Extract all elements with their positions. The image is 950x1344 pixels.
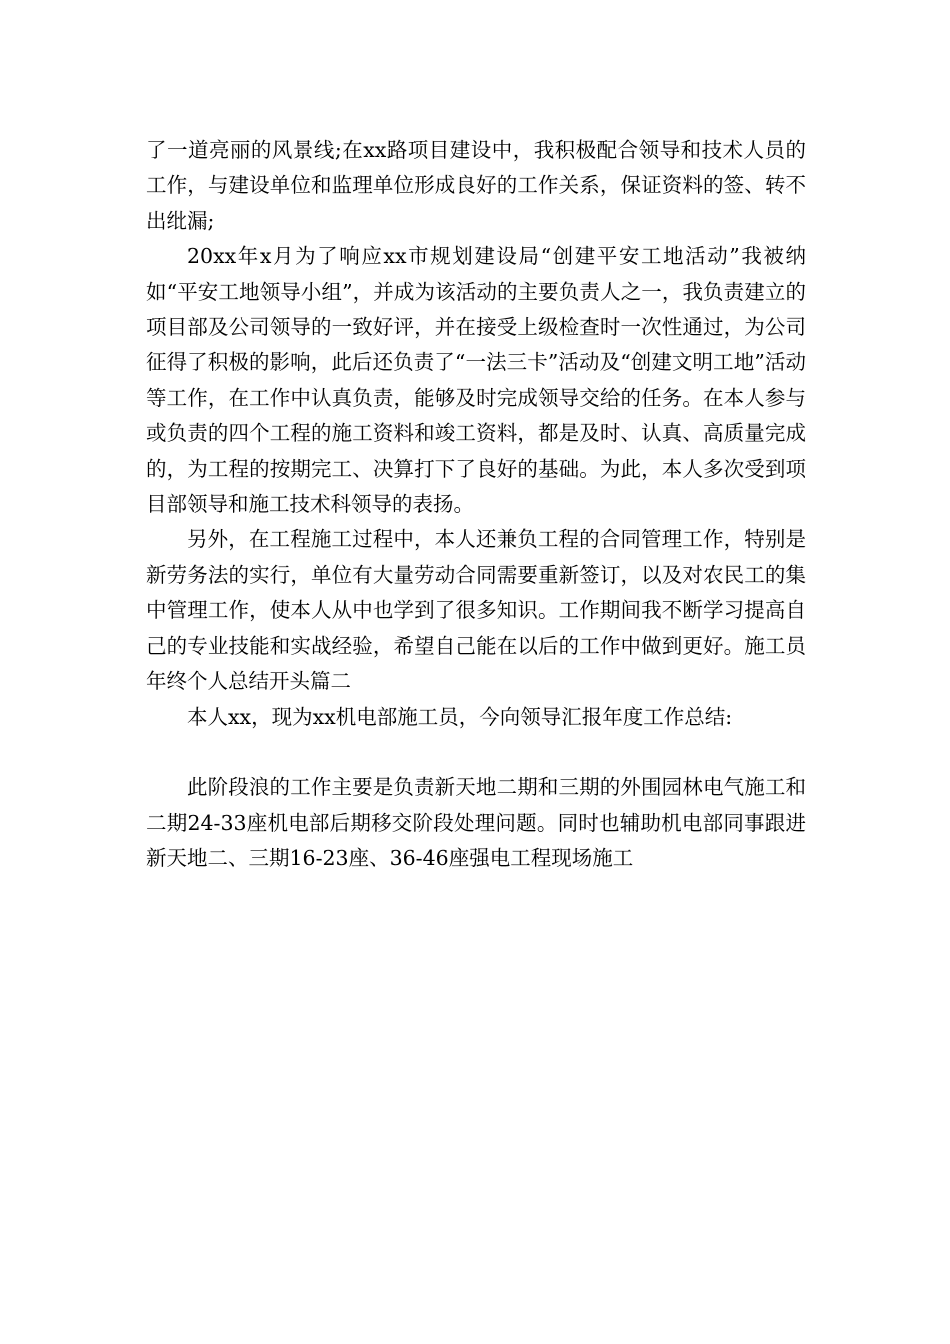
paragraph-work-duties: 此阶段浪的工作主要是负责新天地二期和三期的外围园林电气施工和二期24-33座机电部后期移交阶段处理问题。同时也辅助机电部同事跟进新天地二、三期16-23座、36-46座强电工程现场施工 [146,775,806,871]
blank-line [146,735,806,770]
paragraph-report-intro: 本人xx，现为xx机电部施工员，今向领导汇报年度工作总结: [187,704,733,729]
document-body [146,133,806,877]
paragraph-continuation: 了一道亮丽的风景线;在xx路项目建设中，我积极配合领导和技术人员的工作，与建设单位和监理单位形成良好的工作关系，保证资料的签、转不出纰漏; [146,138,806,233]
paragraph-safety-campaign: 20xx年x月为了响应xx市规划建设局“创建平安工地活动”我被纳如“平安工地领导小组”，并成为该活动的主要负责人之一，我负责建立的项目部及公司领导的一致好评，并在接受上级检查时一次性通过，为公司征得了积极的影响，此后还负责了“一法三卡”活动及“创建文明工地”活动等工作，在工作中认真负责，能够及时完成领导交给的任务。在本人参与或负责的四个工程的施工资料和竣工资料，都是及时、认真、高质量完成的，为工程的按期完工、决算打下了良好的基础。为此，本人多次受到项目部领导和施工技术科领导的表扬。 [146,244,806,517]
paragraph-contract-management: 另外，在工程施工过程中，本人还兼负工程的合同管理工作，特别是新劳务法的实行，单位有大量劳动合同需要重新签订，以及对农民工的集中管理工作，使本人从中也学到了很多知识。工作期间我不断学习提高自己的专业技能和实战经验，希望自己能在以后的工作中做到更好。施工员年终个人总结开头篇二 [146,527,806,694]
